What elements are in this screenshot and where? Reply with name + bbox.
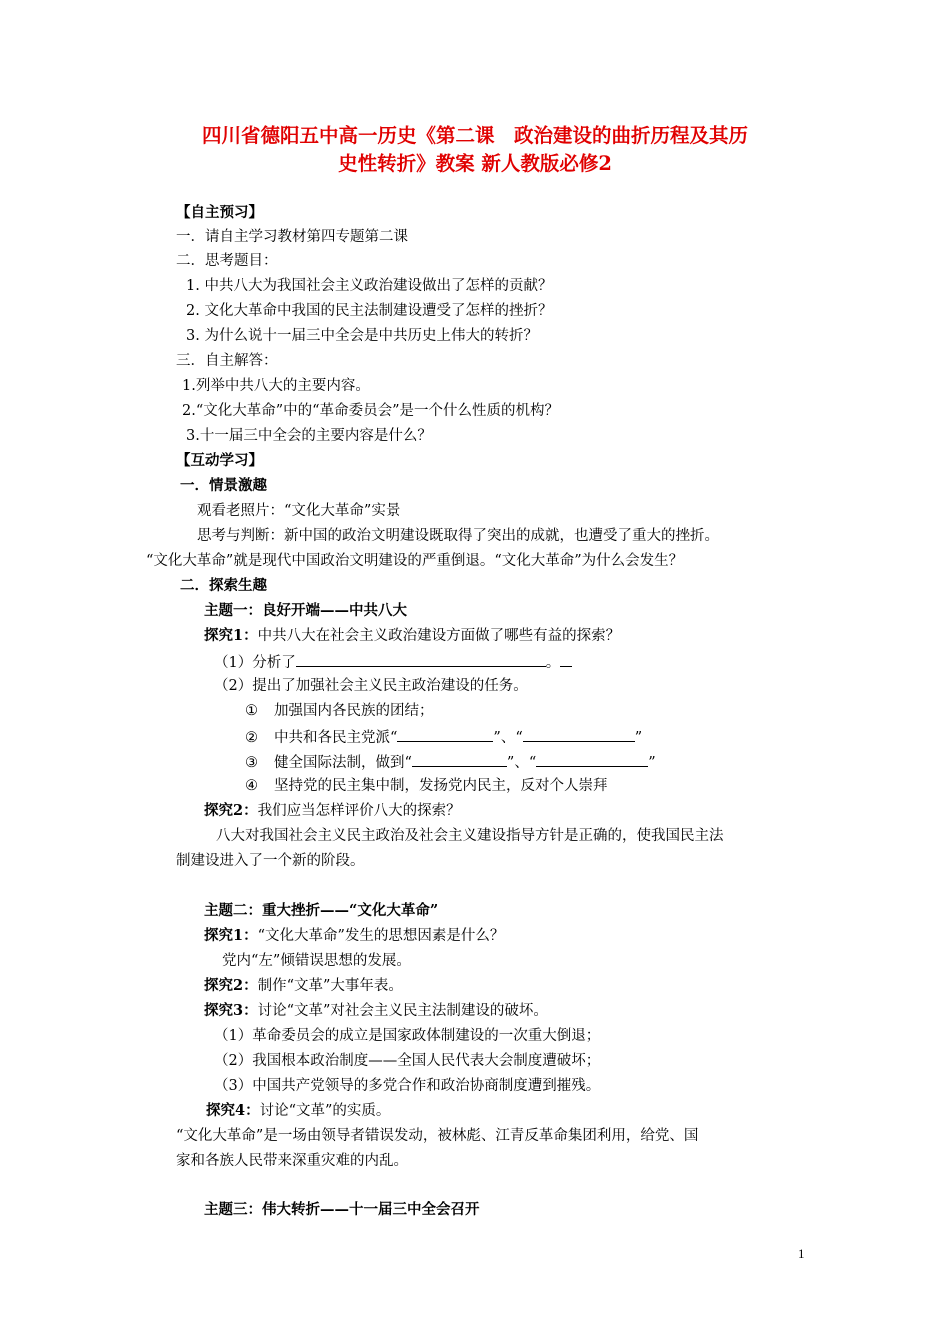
theme-2-point-1: （1）革命委员会的成立是国家政体制建设的一次重大倒退；	[214, 1028, 601, 1044]
theme-1-point-2: （2）提出了加强社会主义民主政治建设的任务。	[214, 678, 528, 694]
fill-in-blank[interactable]	[523, 726, 635, 742]
section-heading-preview: 【自主预习】	[176, 204, 263, 221]
circled-item-3	[245, 751, 656, 773]
document-title-line-1: 四川省德阳五中高一历史《第二课 政治建设的曲折历程及其历	[201, 124, 748, 147]
answer-prompt-3: 3.十一届三中全会的主要内容是什么？	[186, 428, 432, 444]
blank-tail	[560, 651, 572, 667]
item-text: 加强国内各民族的团结；	[274, 703, 434, 719]
quote-end: ”	[634, 730, 643, 746]
fill-in-blank[interactable]	[536, 751, 648, 767]
theme-1-heading: 主题一：良好开端——中共八大	[204, 602, 407, 619]
question-3: 3. 为什么说十一届三中全会是中共历史上伟大的转折？	[186, 328, 538, 344]
scenario-line-1: 观看老照片：“文化大革命”实景	[197, 503, 401, 519]
explore-label: 探究1：	[204, 927, 258, 944]
theme-1-point-1	[214, 651, 572, 673]
explore-label: 探究4：	[206, 1102, 260, 1119]
theme-2-explore-3	[204, 1001, 548, 1021]
theme-3-heading: 主题三：伟大转折——十一届三中全会召开	[204, 1201, 480, 1218]
circled-item-1	[245, 701, 434, 721]
preview-item-3: 三．自主解答：	[176, 353, 278, 369]
subsection-scenario: 一．情景激趣	[180, 477, 267, 494]
scenario-line-2: 思考与判断：新中国的政治文明建设既取得了突出的成就，也遭受了重大的挫折。	[197, 528, 719, 544]
item-text: 中共和各民主党派“	[274, 730, 398, 746]
section-heading-interactive: 【互动学习】	[176, 452, 263, 469]
item-text: 坚持党的民主集中制，发扬党内民主，反对个人崇拜	[274, 778, 608, 794]
circled-item-2	[245, 726, 642, 748]
quote-end: ”	[648, 755, 656, 771]
scenario-line-3: “文化大革命”就是现代中国政治文明建设的严重倒退。“文化大革命”为什么会发生？	[146, 553, 684, 569]
circled-number: ②	[245, 730, 258, 746]
circled-number: ④	[245, 778, 258, 794]
circled-number: ①	[245, 703, 258, 719]
preview-item-2: 二．思考题目：	[176, 253, 278, 269]
answer-prompt-2: 2.“文化大革命”中的“革命委员会”是一个什么性质的机构？	[182, 403, 559, 419]
theme-2-heading: 主题二：重大挫折——“文化大革命”	[204, 902, 439, 919]
explore-text: 制作“文革”大事年表。	[257, 978, 403, 994]
theme-2-point-2: （2）我国根本政治制度——全国人民代表大会制度遭破坏；	[214, 1053, 601, 1069]
quote-separator: ”、“	[493, 730, 523, 746]
theme-1-answer-line-1: 八大对我国社会主义民主政治及社会主义建设指导方针是正确的，使我国民主法	[216, 828, 724, 844]
question-2: 2. 文化大革命中我国的民主法制建设遭受了怎样的挫折？	[186, 303, 553, 319]
fill-in-blank[interactable]	[412, 751, 507, 767]
point-suffix: 。	[545, 655, 561, 671]
explore-text: 我们应当怎样评价八大的探索？	[257, 803, 461, 819]
point-text: （1）分析了	[214, 655, 296, 671]
theme-2-answer-line-2: 家和各族人民带来深重灾难的内乱。	[176, 1153, 408, 1169]
fill-in-blank[interactable]	[296, 651, 546, 667]
circled-number: ③	[245, 755, 258, 771]
theme-1-answer-line-2: 制建设进入了一个新的阶段。	[176, 853, 365, 869]
theme-2-answer-line-1: “文化大革命”是一场由领导者错误发动，被林彪、江青反革命集团利用，给党、国	[176, 1128, 699, 1144]
explore-text: “文化大革命”发生的思想因素是什么？	[257, 928, 505, 944]
theme-1-explore-2	[204, 801, 461, 821]
fill-in-blank[interactable]	[397, 726, 493, 742]
explore-label: 探究2：	[204, 802, 258, 819]
item-text: 健全国际法制，做到“	[274, 755, 412, 771]
explore-label: 探究2：	[204, 977, 258, 994]
theme-1-explore-1	[204, 626, 620, 646]
preview-item-1: 一．请自主学习教材第四专题第二课	[176, 229, 408, 245]
question-1: 1. 中共八大为我国社会主义政治建设做出了怎样的贡献？	[186, 278, 553, 294]
theme-2-explore-2	[204, 976, 403, 996]
explore-text: 讨论“文革”的实质。	[259, 1103, 391, 1119]
explore-label: 探究3：	[204, 1002, 258, 1019]
subsection-explore: 二．探索生趣	[180, 577, 267, 594]
explore-text: 讨论“文革”对社会主义民主法制建设的破坏。	[257, 1003, 548, 1019]
theme-2-answer-1: 党内“左”倾错误思想的发展。	[222, 953, 411, 969]
circled-item-4	[245, 776, 608, 796]
answer-prompt-1: 1.列举中共八大的主要内容。	[182, 378, 370, 394]
quote-separator: ”、“	[506, 755, 537, 771]
theme-2-point-3: （3）中国共产党领导的多党合作和政治协商制度遭到摧残。	[214, 1078, 601, 1094]
explore-label: 探究1：	[204, 627, 258, 644]
theme-2-explore-4	[206, 1101, 390, 1121]
page-number: 1	[798, 1246, 805, 1261]
document-title-line-2: 史性转折》教案 新人教版必修2	[338, 152, 612, 175]
explore-text: 中共八大在社会主义政治建设方面做了哪些有益的探索？	[257, 628, 621, 644]
theme-2-explore-1	[204, 926, 504, 946]
